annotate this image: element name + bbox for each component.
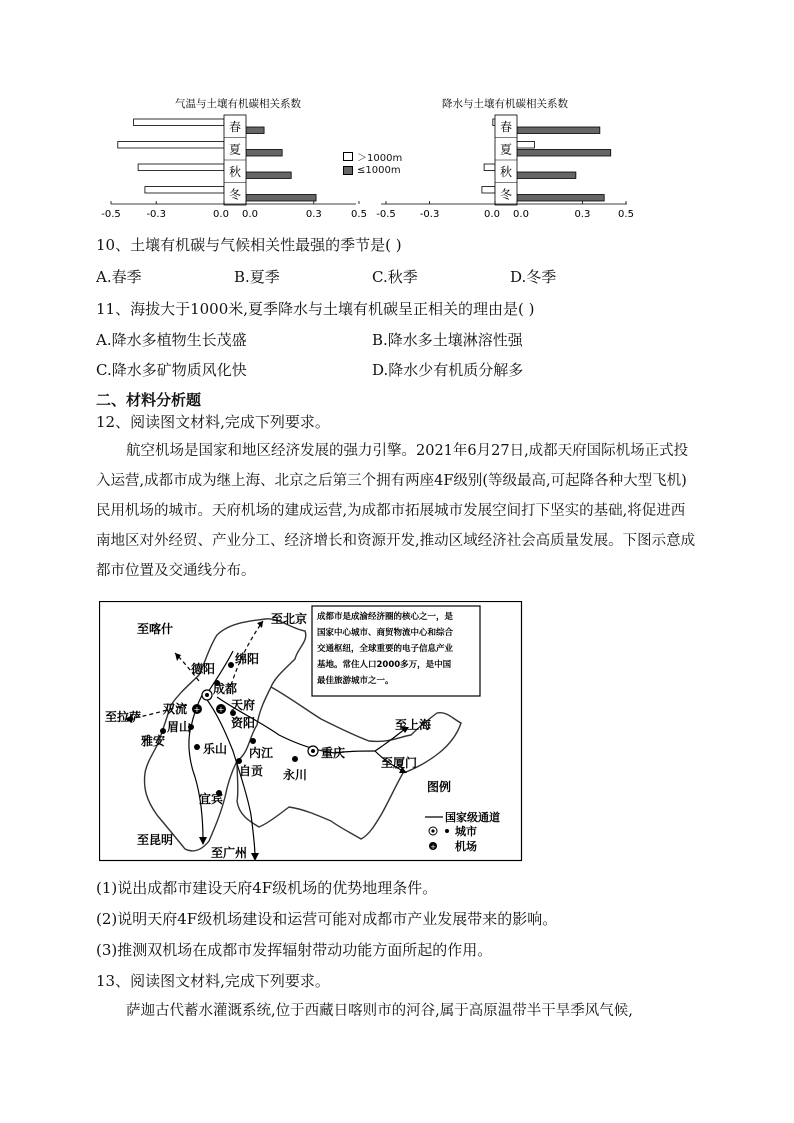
label-mianyang: 绵阳 — [235, 652, 260, 666]
question-10: 10、土壤有机碳与气候相关性最强的季节是( ) — [96, 236, 402, 254]
q10-option-a: A.春季 — [96, 268, 142, 286]
city-dot-leshan — [194, 744, 200, 750]
q10-option-d: D.冬季 — [510, 268, 557, 286]
q10-option-b: B.夏季 — [234, 268, 280, 286]
c1-category-label: 春 — [228, 119, 242, 134]
svg-text:+: + — [430, 843, 436, 851]
question-12: 12、阅读图文材料,完成下列要求。 — [96, 413, 330, 431]
c1-tick-label: 0.0 — [213, 209, 229, 220]
c2-tick-label: -0.5 — [376, 209, 396, 220]
info-line-4: 基地。常住人口2000多万，是中国 — [317, 660, 452, 670]
precipitation-correlation-chart — [365, 90, 645, 225]
q12-paragraph-text: 航空机场是国家和地区经济发展的强力引擎。2021年6月27日,成都天府国际机场正式投入运营,成都市成为继上海、北京之后第三个拥有两座4F级别(等级最高,可起降各种大型飞机)民用机场的城市。天府机场的建成运营,为成都市拓展城市发展空间打下坚实的基础,将促进西南地区对外经贸、产业分工、经济增长和资源开发,推动区域经济社会高质量发展。下图示意成都市位置及交通线分布。 — [96, 443, 696, 579]
c1-bar-above-2 — [138, 164, 224, 171]
label-neijiang: 内江 — [249, 746, 274, 760]
label-xiamen: 至厦门 — [381, 756, 418, 770]
c2-tick-label: -0.3 — [419, 209, 440, 220]
label-kunming: 至昆明 — [137, 833, 174, 847]
q12-sub-1: (1)说出成都市建设天府4F级机场的优势地理条件。 — [96, 879, 438, 897]
q13-paragraph — [96, 996, 698, 1026]
q12-sub-3: (3)推测双机场在成都市发挥辐射带动功能方面所起的作用。 — [96, 941, 493, 959]
label-tianfu: 天府 — [231, 698, 256, 712]
c2-tick-label: 0.0 — [484, 209, 500, 220]
legend-airport-label: 机场 — [455, 840, 477, 853]
label-chengdu: 成都 — [213, 682, 238, 696]
c2-bar-below-0 — [517, 127, 600, 134]
section-heading: 二、材料分析题 — [96, 391, 202, 409]
c2-bar-below-3 — [517, 195, 604, 202]
label-guangzhou: 至广州 — [211, 846, 248, 860]
c2-tick-label: 0.3 — [574, 209, 591, 220]
c1-category-label: 冬 — [228, 187, 242, 202]
city-chengdu-marker — [202, 690, 212, 700]
city-dot-mianyang — [228, 662, 234, 668]
label-kashi: 至喀什 — [137, 622, 174, 636]
city-chongqing-marker — [308, 746, 318, 756]
svg-text:+: + — [193, 705, 201, 714]
label-shuangliu: 双流 — [163, 702, 188, 716]
c2-tick-label: 0.0 — [513, 209, 529, 220]
legend-road-label: 国家级通道 — [445, 811, 500, 824]
legend-label-above: ＞1000m — [357, 152, 403, 164]
legend-label-below: ≤1000m — [357, 164, 401, 176]
label-leshan: 乐山 — [203, 742, 228, 756]
label-shanghai: 至上海 — [395, 718, 432, 732]
c2-bar-above-1 — [517, 142, 534, 149]
legend-swatch-white — [343, 152, 353, 161]
c1-category-label: 夏 — [228, 142, 242, 157]
legend-swatch-gray — [343, 166, 353, 175]
label-yongchuan: 永川 — [283, 768, 308, 782]
legend-airport-icon — [429, 842, 437, 851]
label-yaan: 雅安 — [141, 734, 166, 748]
chengdu-map — [99, 601, 523, 862]
q11-option-b: B.降水多土壤淋溶性强 — [372, 331, 523, 349]
c1-bar-above-0 — [134, 119, 224, 126]
info-line-1: 成都市是成渝经济圈的核心之一，是 — [317, 612, 454, 622]
c1-tick-label: 0.0 — [242, 209, 258, 220]
city-dot-yongchuan — [292, 756, 298, 762]
c2-bar-above-3 — [482, 187, 495, 194]
c1-category-label: 秋 — [228, 164, 242, 179]
q11-option-a: A.降水多植物生长茂盛 — [96, 331, 247, 349]
label-lasa: 至拉萨 — [105, 710, 142, 724]
c1-bar-below-1 — [246, 150, 282, 157]
label-chongqing: 重庆 — [321, 746, 346, 760]
label-meishan: 眉山 — [167, 720, 192, 734]
chart1-title: 气温与土壤有机碳相关系数 — [175, 98, 301, 110]
airport-shuangliu-icon — [192, 704, 202, 714]
legend-city-label: 城市 — [455, 825, 477, 838]
map-legend-title: 图例 — [427, 780, 452, 794]
c1-bar-below-3 — [246, 195, 316, 202]
q12-paragraph — [96, 436, 698, 586]
c1-tick-label: 0.5 — [351, 209, 367, 220]
c1-bar-above-3 — [145, 187, 224, 194]
c1-tick-label: -0.3 — [146, 209, 166, 220]
info-line-3: 交通枢纽，全球重要的电子信息产业 — [317, 644, 454, 654]
label-yibin: 宜宾 — [199, 792, 224, 806]
q10-option-c: C.秋季 — [372, 268, 418, 286]
c2-bar-below-2 — [517, 172, 576, 179]
c1-bar-below-0 — [246, 127, 264, 134]
q11-option-c: C.降水多矿物质风化快 — [96, 361, 247, 379]
c2-bar-above-2 — [484, 164, 495, 171]
info-line-2: 国家中心城市、商贸物流中心和综合 — [317, 628, 454, 638]
c1-tick-label: 0.3 — [305, 209, 322, 220]
question-11: 11、海拔大于1000米,夏季降水与土壤有机碳呈正相关的理由是( ) — [96, 300, 535, 318]
c2-category-label: 夏 — [499, 142, 513, 157]
city-dot-neijiang — [250, 738, 256, 744]
temperature-correlation-chart — [90, 90, 380, 225]
c2-tick-label: 0.5 — [618, 209, 634, 220]
c1-tick-label: -0.5 — [101, 209, 121, 220]
svg-text:+: + — [217, 705, 225, 714]
label-zigong: 自贡 — [239, 764, 264, 778]
c2-category-label: 春 — [499, 119, 513, 134]
airport-tianfu-icon — [216, 704, 226, 714]
info-line-5: 最佳旅游城市之一。 — [317, 676, 394, 686]
c1-bar-above-1 — [118, 142, 224, 149]
q13-paragraph-text: 萨迦古代蓄水灌溉系统,位于西藏日喀则市的河谷,属于高原温带半干旱季风气候, — [126, 1003, 633, 1019]
question-13: 13、阅读图文材料,完成下列要求。 — [96, 972, 330, 990]
label-beijing: 至北京 — [271, 612, 308, 626]
c2-bar-below-1 — [517, 150, 611, 157]
label-deyang: 德阳 — [191, 662, 216, 676]
chart2-title: 降水与土壤有机碳相关系数 — [442, 98, 568, 110]
c2-category-label: 冬 — [499, 187, 513, 202]
c1-bar-below-2 — [246, 172, 291, 179]
c2-category-label: 秋 — [499, 164, 513, 179]
q12-sub-2: (2)说明天府4F级机场建设和运营可能对成都市产业发展带来的影响。 — [96, 910, 558, 928]
q11-option-d: D.降水少有机质分解多 — [372, 361, 524, 379]
label-ziyang: 资阳 — [231, 716, 256, 730]
